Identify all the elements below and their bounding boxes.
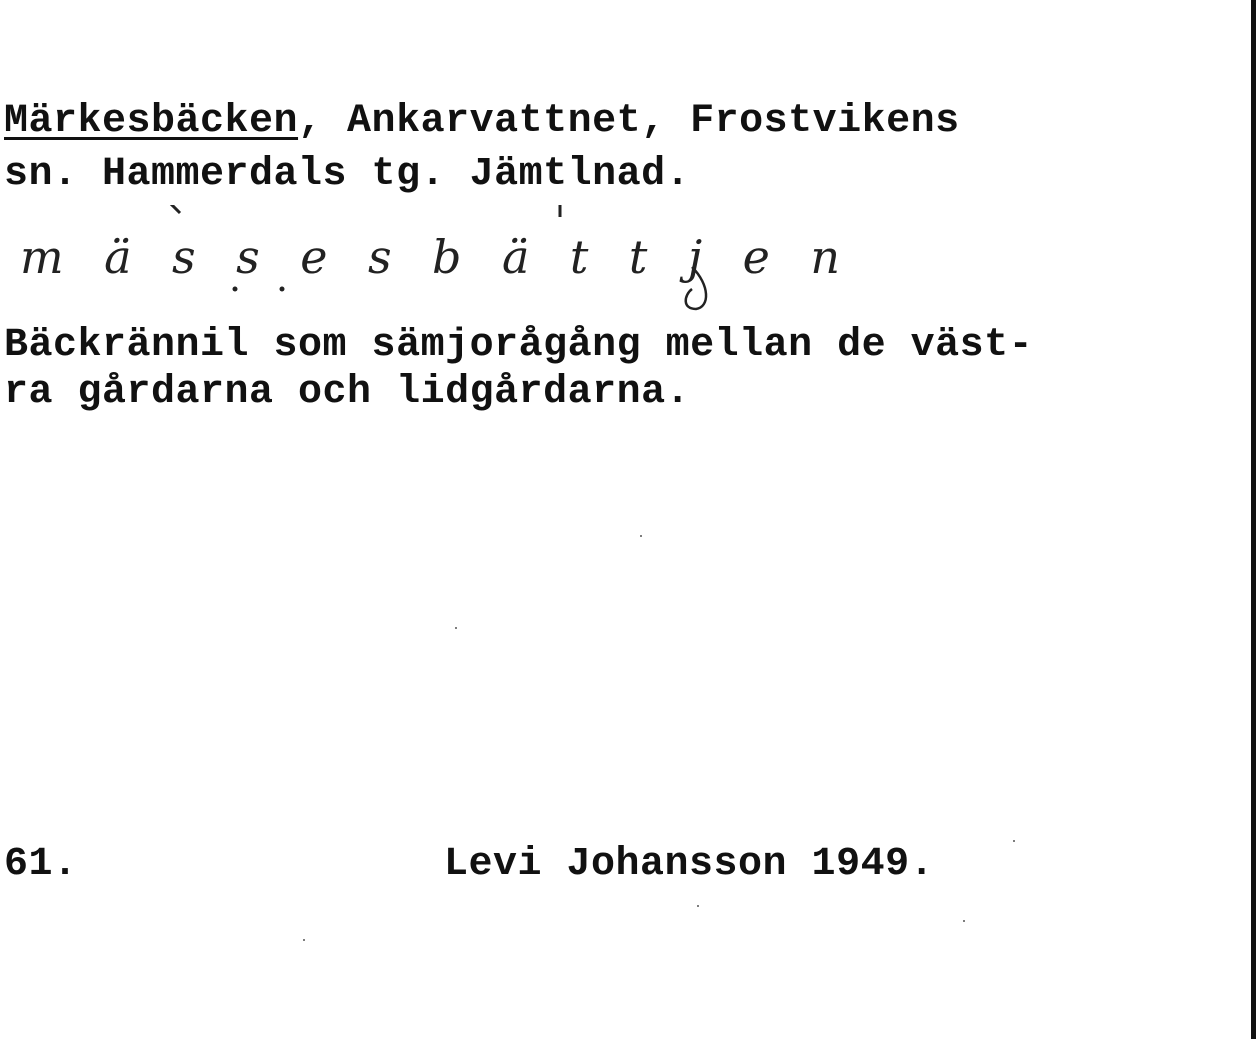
collector-signature: Levi Johansson 1949.: [444, 842, 935, 887]
description-line-1: Bäckrännil som sämjorågång mellan de väst-: [4, 323, 1034, 368]
sub-dot-mark: [280, 287, 285, 292]
place-name-line: [4, 99, 960, 144]
scan-speck: [640, 535, 642, 537]
grave-accent-mark: [162, 205, 180, 213]
pronunciation-text: mässesbättjen: [20, 230, 840, 284]
scan-speck: [455, 627, 457, 629]
description-line-2: ra gårdarna och lidgårdarna.: [4, 370, 691, 415]
handwritten-pronunciation: [20, 205, 880, 315]
parish-line: sn. Hammerdals tg. Jämtlnad.: [4, 152, 691, 197]
scan-speck: [697, 905, 699, 907]
headword: Märkesbäcken: [4, 99, 299, 144]
sub-dot-mark: [233, 287, 238, 292]
scan-speck: [1013, 840, 1015, 842]
scan-speck: [303, 939, 305, 941]
scan-speck: [963, 920, 965, 922]
record-number: 61.: [4, 842, 78, 887]
location-text: , Ankarvattnet, Frostvikens: [298, 99, 960, 144]
card-edge-border: [1251, 0, 1256, 1039]
